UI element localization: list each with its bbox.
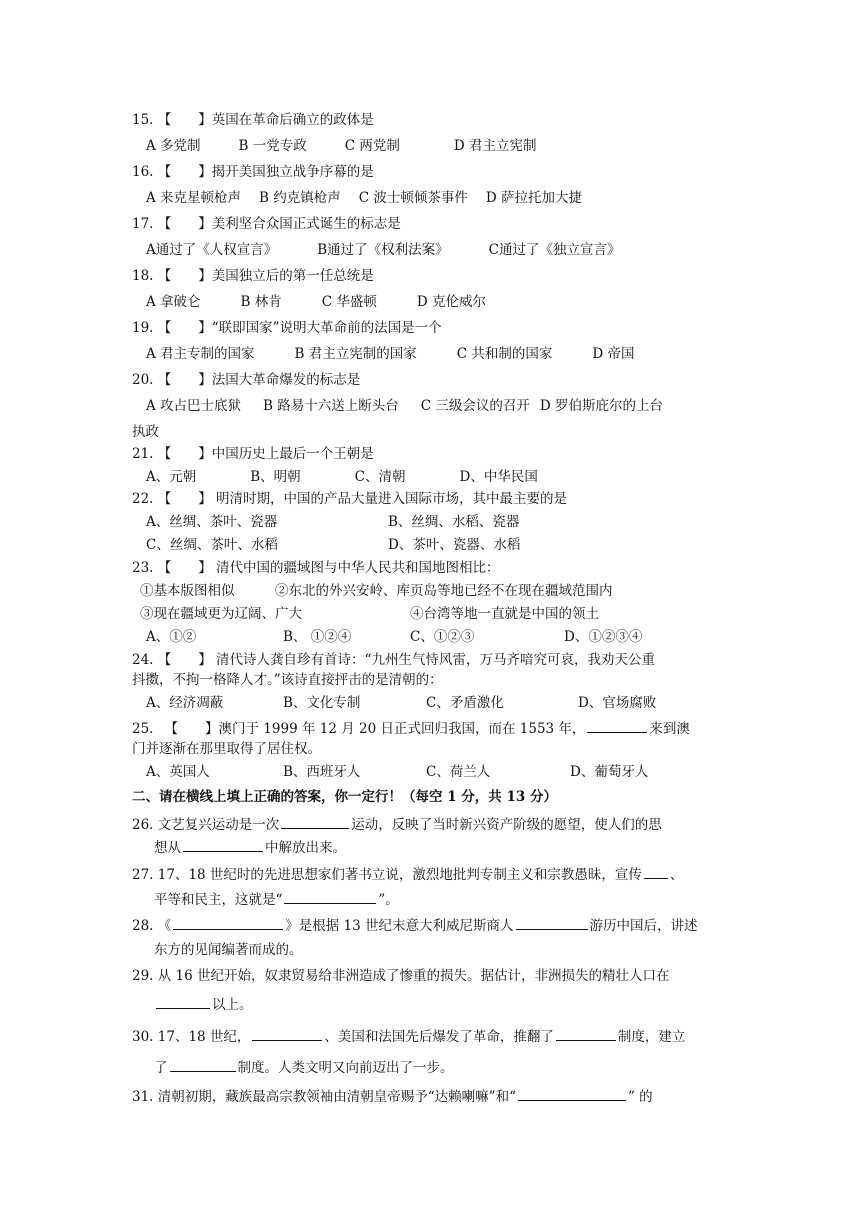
option-23-b: B、 ①②④	[283, 629, 352, 645]
option-b: B、明朝	[250, 469, 301, 485]
answer-blank[interactable]	[556, 1026, 616, 1041]
statement-4: ④台湾等地一直就是中国的领土	[410, 606, 599, 622]
section-2-title: 二、请在横线上填上正确的答案，你一定行！（每空 1 分，共 13 分）	[132, 789, 557, 805]
question-16: 16. 【 】揭开美国独立战争序幕的是	[132, 164, 374, 180]
q30-text-e: 制度。人类文明又向前迈出了一步。	[237, 1060, 454, 1076]
q31-text-a: 31. 清朝初期，藏族最高宗教领袖由清朝皇帝赐予“达赖喇嘛”和“	[132, 1089, 516, 1105]
q27-text-a: 27. 17、18 世纪时的先进思想家们著书立说，激烈地批判专制主义和宗教愚昧，宣传	[132, 867, 642, 883]
question-17: 17. 【 】美利坚合众国正式诞生的标志是	[132, 216, 401, 232]
question-26-continuation	[154, 837, 346, 857]
option-c: C 华盛顿	[321, 294, 377, 310]
options-16	[146, 189, 582, 207]
option-c: C 两党制	[344, 138, 400, 154]
option-c: C、清朝	[354, 469, 406, 485]
question-22: 22. 【 】 明清时期，中国的产品大量进入国际市场，其中最主要的是	[132, 491, 568, 507]
option-b: B 君主立宪制的国家	[294, 346, 417, 362]
question-25-continuation: 门并逐渐在那里取得了居住权。	[132, 741, 321, 757]
q28-text-a: 28. 《	[132, 918, 172, 934]
q28-text-c: 游历中国后，讲述	[589, 918, 698, 934]
question-30-continuation	[154, 1057, 454, 1077]
q31-text-b: ” 的	[627, 1089, 653, 1105]
question-20: 20. 【 】法国大革命爆发的标志是	[132, 372, 361, 388]
option-b: B 路易十六送上断头台	[263, 398, 399, 414]
option-24-d: D、官场腐败	[578, 695, 657, 711]
question-28-continuation: 东方的见闻编著而成的。	[154, 942, 303, 958]
question-24: 24. 【 】 清代诗人龚自珍有首诗：“九州生气恃风雷，万马齐喑究可哀，我劝天公重	[132, 652, 655, 668]
option-a: A、元朝	[146, 469, 197, 485]
answer-blank[interactable]	[173, 915, 283, 930]
option-22-c: C、丝绸、茶叶、水稻	[146, 537, 278, 553]
q30-text-d: 了	[154, 1060, 168, 1076]
option-d: D 君主立宪制	[453, 138, 537, 154]
q27-text-d: ”。	[378, 892, 399, 908]
option-25-c: C、荷兰人	[426, 764, 491, 780]
option-b: B通过了《权利法案》	[317, 242, 449, 258]
question-20-continuation: 执政	[132, 424, 159, 440]
option-c: C通过了《独立宣言》	[488, 242, 621, 258]
option-a: A通过了《人权宣言》	[146, 242, 278, 258]
option-23-d: D、①②③④	[564, 629, 643, 645]
statement-1: ①基本版图相似	[140, 583, 235, 599]
statement-3: ③现在疆域更为辽阔、广大	[140, 606, 302, 622]
option-24-a: A、经济凋蔽	[146, 695, 224, 711]
question-31	[132, 1086, 653, 1106]
question-24-continuation: 抖擞，不拘一格降人才。”该诗直接抨击的是清朝的：	[132, 672, 443, 688]
option-22-d: D、茶叶、瓷器、水稻	[388, 537, 521, 553]
option-b: B 约克镇枪声	[259, 190, 341, 206]
question-25-text-a: 25. 【 】澳门于 1999 年 12 月 20 日正式回归我国，而在 1553 年，	[132, 721, 586, 737]
option-25-a: A、英国人	[146, 764, 210, 780]
option-a: A 君主专制的国家	[146, 346, 255, 362]
q27-text-b: 、	[669, 867, 684, 883]
option-b: B 一党专政	[238, 138, 307, 154]
question-27-continuation	[154, 889, 399, 909]
option-23-c: C、①②③	[410, 629, 475, 645]
option-24-c: C、矛盾激化	[426, 695, 504, 711]
option-25-d: D、葡萄牙人	[570, 764, 649, 780]
answer-blank[interactable]	[587, 718, 647, 733]
answer-blank[interactable]	[252, 1026, 322, 1041]
option-25-b: B、西班牙人	[283, 764, 361, 780]
statement-2: ②东北的外兴安岭、库页岛等地已经不在现在疆域范围内	[275, 583, 613, 599]
option-d: D 萨拉托加大捷	[485, 190, 583, 206]
option-22-b: B、丝绸、水稻、瓷器	[388, 514, 520, 530]
option-a: A 多党制	[146, 138, 201, 154]
question-29: 29. 从 16 世纪开始，奴隶贸易给非洲造成了惨重的损失。据估计，非洲损失的精壮人口在	[132, 968, 670, 984]
q30-text-c: 制度，建立	[617, 1029, 686, 1045]
options-17	[146, 241, 621, 259]
q30-text-b: 、美国和法国先后爆发了革命，推翻了	[324, 1029, 554, 1045]
question-29-continuation	[154, 994, 253, 1014]
q30-text-a: 30. 17、18 世纪，	[132, 1029, 251, 1045]
option-22-a: A、丝绸、茶叶、瓷器	[146, 514, 278, 530]
option-d: D 罗伯斯庇尔的上台	[539, 398, 664, 414]
q27-text-c: 平等和民主，这就是“	[154, 892, 283, 908]
option-c: C 波士顿倾茶事件	[358, 190, 468, 206]
q29-text-b: 以上。	[212, 997, 253, 1013]
question-19: 19. 【 】“联即国家”说明大革命前的法国是一个	[132, 320, 442, 336]
q26-text-a: 26. 文艺复兴运动是一次	[132, 817, 280, 833]
question-15: 15. 【 】英国在革命后确立的政体是	[132, 112, 374, 128]
question-18: 18. 【 】美国独立后的第一任总统是	[132, 268, 374, 284]
option-c: C 三级会议的召开	[420, 398, 530, 414]
question-28	[132, 915, 698, 935]
answer-blank[interactable]	[281, 814, 349, 829]
option-b: B 林肯	[240, 294, 282, 310]
answer-blank[interactable]	[156, 994, 210, 1009]
options-18	[146, 293, 486, 311]
question-26	[132, 814, 662, 834]
q28-text-b: 》是根据 13 世纪末意大利威尼斯商人	[285, 918, 514, 934]
answer-blank[interactable]	[183, 837, 263, 852]
q26-text-c: 想从	[154, 840, 181, 856]
answer-blank[interactable]	[644, 864, 668, 879]
option-a: A 拿破仑	[146, 294, 201, 310]
question-23: 23. 【 】 清代中国的疆域图与中华人民共和国地图相比：	[132, 560, 500, 576]
question-25-text-b: 来到澳	[649, 721, 690, 737]
option-24-b: B、文化专制	[283, 695, 361, 711]
question-21: 21. 【 】中国历史上最后一个王朝是	[132, 446, 374, 462]
option-c: C 共和制的国家	[456, 346, 553, 362]
option-d: D、中华民国	[459, 469, 538, 485]
options-20	[146, 397, 663, 415]
option-a: A 攻占巴士底狱	[146, 398, 242, 414]
option-a: A 来克星顿枪声	[146, 190, 242, 206]
option-d: D 克伦威尔	[416, 294, 487, 310]
options-19	[146, 345, 635, 363]
options-21	[146, 468, 538, 486]
question-25	[132, 718, 690, 738]
question-27	[132, 864, 683, 884]
option-d: D 帝国	[592, 346, 635, 362]
q26-text-b: 运动，反映了当时新兴资产阶级的愿望，使人们的思	[351, 817, 662, 833]
answer-blank[interactable]	[170, 1057, 236, 1072]
answer-blank[interactable]	[516, 915, 588, 930]
options-15	[146, 137, 537, 155]
question-30	[132, 1026, 685, 1046]
option-23-a: A、①②	[146, 629, 197, 645]
answer-blank[interactable]	[518, 1086, 626, 1101]
q26-text-d: 中解放出来。	[265, 840, 346, 856]
answer-blank[interactable]	[284, 889, 376, 904]
